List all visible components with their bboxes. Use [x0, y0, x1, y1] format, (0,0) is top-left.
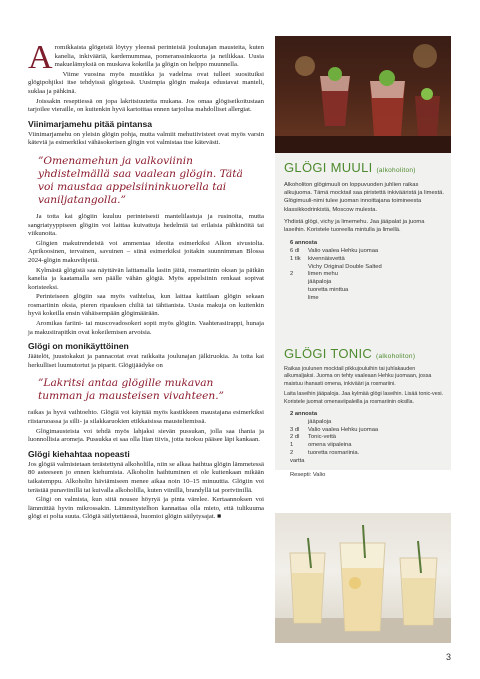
- section1-paragraph-5: Perinteiseen glögiin saa myös vaihtelua, kun laittaa kattilaan glögin sekaan rosmariinin oksia, pieren ripauksen chiliä tai tähtianista. Uusia makuja on kuitenkin hyvä kokeilla ensin vähäisempään glögimäärään.: [28, 293, 264, 318]
- ingredient-row: [284, 434, 444, 442]
- ingredient-amount: [284, 279, 308, 287]
- section2-paragraph-2: raikas ja hyvä vaihtoehto. Glögiä voi käyttää myös kastikkeen maustajana esimerkiksi riistaruoassa ja silli- ja silakkaruokien etikkaisissa mausteliemissä.: [28, 409, 264, 426]
- ingredient-amount: 1 tlk: [290, 255, 301, 262]
- recipe-source: Resepti: Valio: [290, 471, 326, 478]
- section1-paragraph-3: Glögien makutrendeistä voi ammentaa ideoita esimerkiksi Alkon sivustolta. Aprikoosinen, tervainen, savuinen – siinä esimerkiksi joitakin suunnimman Blossa 2024-glögin makuvihjeitä.: [28, 239, 264, 264]
- section1-paragraph-1: Viinimarjamehu on yleisin glögin pohja, mutta valmiit mehutiivisteet ovat myös varsin käteviä ja esimerkiksi vähäsokerisen glögin voi valmistaa itse kätevästi.: [28, 130, 264, 147]
- ingredient-name: Tonic-vettä: [308, 434, 337, 441]
- intro-paragraph-1: romikkaista glögeistä löytyy yleensä perinteisiä joulunajan mausteita, kuten kanelia, inkivääriä, kardemummaa, pomeranssinkuorta ja neilikkaa. Uusia makuelämyksiä on muskava kokeilla ja glögin on helppo muunnella.: [54, 44, 264, 69]
- recipe-2-servings: 2 annosta: [290, 411, 318, 418]
- section1-paragraph-2: Ja totta kai glögiin kuuluu perinteisesti mantelilastuja ja rusinoita, mutta sangriatyyppiseen glögiin voi laittaa kuivattuja hedelmiä tai erilaisia pähkinöitä tai viikunoita.: [28, 212, 264, 238]
- section-heading-1: Viinimarjamehu pitää pintansa: [28, 118, 153, 129]
- article-column: [28, 39, 264, 523]
- section3-paragraph-1: Jos glögiä valmistetaan terästettynä alkoholilla, niin se alkaa haihtua glögin lämmetessä 80 asteeseen jo ennen kiehumista. Alkoholin haihtuminen ei ole kuitenkaan mikään taikatemppu. Alkoholin häviämiseen menee aikaa noin 10–15 minuuttia. Glögiin voi terästää punaviinillä tai kuivalla alkoholilla, kuten viinillä, brandyllä tai portviinillä.: [28, 460, 264, 494]
- recipe-1-title-text: GLÖGI MUULI: [284, 160, 373, 175]
- recipe-1-instructions: Yhdistä glögi, vichy ja limemehu. Jaa jääpalat ja juoma laseihin. Koristele tuoreella mintulla ja limellä.: [284, 218, 425, 234]
- recipe-2-title-text: GLÖGI TONIC: [284, 346, 373, 361]
- section2-paragraph-1: Jäätelöt, juustokakut ja pannacotat ovat raikkaita joulunajan jälkiruokia. Ja totta kai herkulliset luumutortut ja piparit. Glögijäädyke on: [28, 353, 264, 369]
- pull-quote-1: ”Omenamehun ja valkoviinin yhdistelmällä saa vaalean glögin. Tätä voi maustaa appelsiininkuorella tai vaniljatangolla.”: [38, 154, 243, 206]
- recipe-1-ingredients: [284, 240, 444, 302]
- ingredient-row: [284, 279, 444, 287]
- ingredient-amount: 1: [290, 442, 294, 449]
- ingredient-name: limen mehu: [308, 271, 338, 278]
- glogi-tonic-photo: [275, 513, 451, 643]
- recipe-1-description: Alkoholiton glögimuuli on loppuvuoden juhlien raikas alkujuoma. Tämä mocktail saa piristettä inkivääristä ja limestä. Glögimuuli-nimi tulee juoman innoittajana toimineesta klassikkodrinkistä, Moscow mulesta.: [284, 182, 445, 213]
- recipe-1-servings: 6 annosta: [290, 240, 318, 247]
- section-heading-2: Glögi on monikäyttöinen: [28, 341, 129, 352]
- recipe-2: [284, 346, 444, 479]
- ingredient-row: [284, 264, 444, 272]
- ingredient-row: [284, 248, 444, 256]
- ingredient-amount: 6 dl: [290, 248, 300, 255]
- intro-paragraph-2: Viime vuosina myös mustikka ja vadelma ovat tulleet suosituiksi glögipohjiksi itse tehdyissä glögeissä. Uusimpia glögin makuja edustavat manteli, suklaa ja pähkinä.: [28, 70, 264, 95]
- ingredient-name: omena viipaleina: [308, 442, 352, 449]
- drop-cap: A: [28, 39, 53, 76]
- intro: [28, 39, 264, 115]
- ingredient-amount: 2 dl: [290, 434, 300, 441]
- recipe-1-subtitle: (alkoholiton): [376, 167, 416, 174]
- ingredient-name: tuoretta rosmariinia.: [308, 450, 360, 457]
- ingredient-name: lime: [308, 294, 319, 301]
- section1-paragraph-4: Kylmästä glögistä saa näyttävän laittamalla lasiin jäitä, rosmariinin oksan ja pätkän kanelia ja kaatamalla sen päälle vähän glögiä. Myös appelsiinin renkaat sopivat koristeeksi.: [28, 266, 264, 291]
- ingredient-name: jääpaloja: [308, 279, 332, 286]
- ingredient-row: [284, 271, 444, 279]
- intro-paragraph-3: Joissakin reseptiessä on jopa lakritsiuutetta mukana. Jos omaa glögiseikoitustaan tarjoilee vieraille, on kuitenkin hyvä kartoittaa ennen tarjoilua mahdolliset allergiat.: [28, 97, 264, 114]
- ingredient-amount: [284, 419, 308, 427]
- drinks-illustration: [275, 36, 451, 153]
- ingredient-row: [284, 450, 444, 466]
- recipe-2-ingredients: [284, 411, 444, 466]
- tonic-illustration: [275, 513, 451, 643]
- section2-paragraph-3: Glögimausteista voi tehdä myös lahjaksi sievän pussukan, jolla saa ihania ja luonnollisia aromeja. Pussukka ei saa olla liian tiivis, jotta tuoksu pääsee läpi kankaan.: [28, 427, 264, 444]
- ingredient-name: Valio vaalea Hehku juomaa: [308, 426, 379, 433]
- ingredient-name: jääpaloja: [308, 418, 332, 425]
- recipe-2-description: Raikas joulunen mocktail pikkujouluihin tai juhlakauden alkumaljaksi. Juoma on tehty vaaleaan Hehku juomaan, jossa maistuu ihanasti omena, inkivääri ja rosmariini.: [284, 366, 432, 387]
- ingredient-row: [284, 427, 444, 435]
- ingredient-amount: [284, 264, 308, 272]
- ingredient-amount: 2 vartta: [290, 450, 305, 464]
- ingredient-amount: [284, 287, 308, 295]
- ingredient-name: Vichy Original Double Salted: [308, 263, 382, 270]
- recipe-2-title: [284, 346, 444, 361]
- ingredient-row: [284, 419, 444, 427]
- ingredient-name: tuoretta minttua: [308, 287, 349, 293]
- section-heading-3: Glögi kiehahtaa nopeasti: [28, 448, 130, 459]
- ingredient-row: [284, 442, 444, 450]
- pull-quote-2: ”Lakritsi antaa glögille mukavan tumman ja mausteisen vivahteen.”: [38, 377, 224, 403]
- section1-paragraph-6: Aromikas fariini- tai muscovadosokeri sopii myös glögiin. Vaahterasiirappi, hunaja ja makusiirapitkin ovat kokeilemisen arvoisia.: [28, 320, 264, 336]
- ingredient-row: [284, 256, 444, 264]
- ingredient-name: Valio vaalea Hehku juomaa: [308, 248, 379, 255]
- ingredient-amount: 2: [290, 271, 294, 278]
- glogi-muuli-photo: [275, 36, 451, 153]
- section3-paragraph-2: Glögi on valmista, kun siitä nousee höyryä ja pinta värelee. Kertaannoksen voi lämmittää hyvin mikrossakin. Lämmitystelhon kannattaa olla mieto, että tulikuuma glögi ei polta suuta. Glögiä säilytettäessä, huomioi glögin säilytysajat. ■: [28, 496, 264, 521]
- ingredient-amount: [284, 295, 308, 303]
- recipe-2-instructions: Laita laseihin jääpaloja. Jaa kylmää glögi laseihin. Lisää tonic-vesi. Koristele juomat omenaviipaleilla ja rosmariinin oksilla.: [284, 391, 444, 405]
- ingredient-name: kivennäisvettä: [308, 255, 345, 262]
- ingredient-amount: 3 dl: [290, 426, 300, 433]
- ingredient-row: [284, 287, 444, 295]
- recipe-1: [284, 160, 444, 303]
- recipe-1-title: [284, 160, 444, 175]
- recipe-2-subtitle: (alkoholiton): [375, 353, 416, 360]
- page-number: 3: [446, 652, 452, 662]
- ingredient-row: [284, 295, 444, 303]
